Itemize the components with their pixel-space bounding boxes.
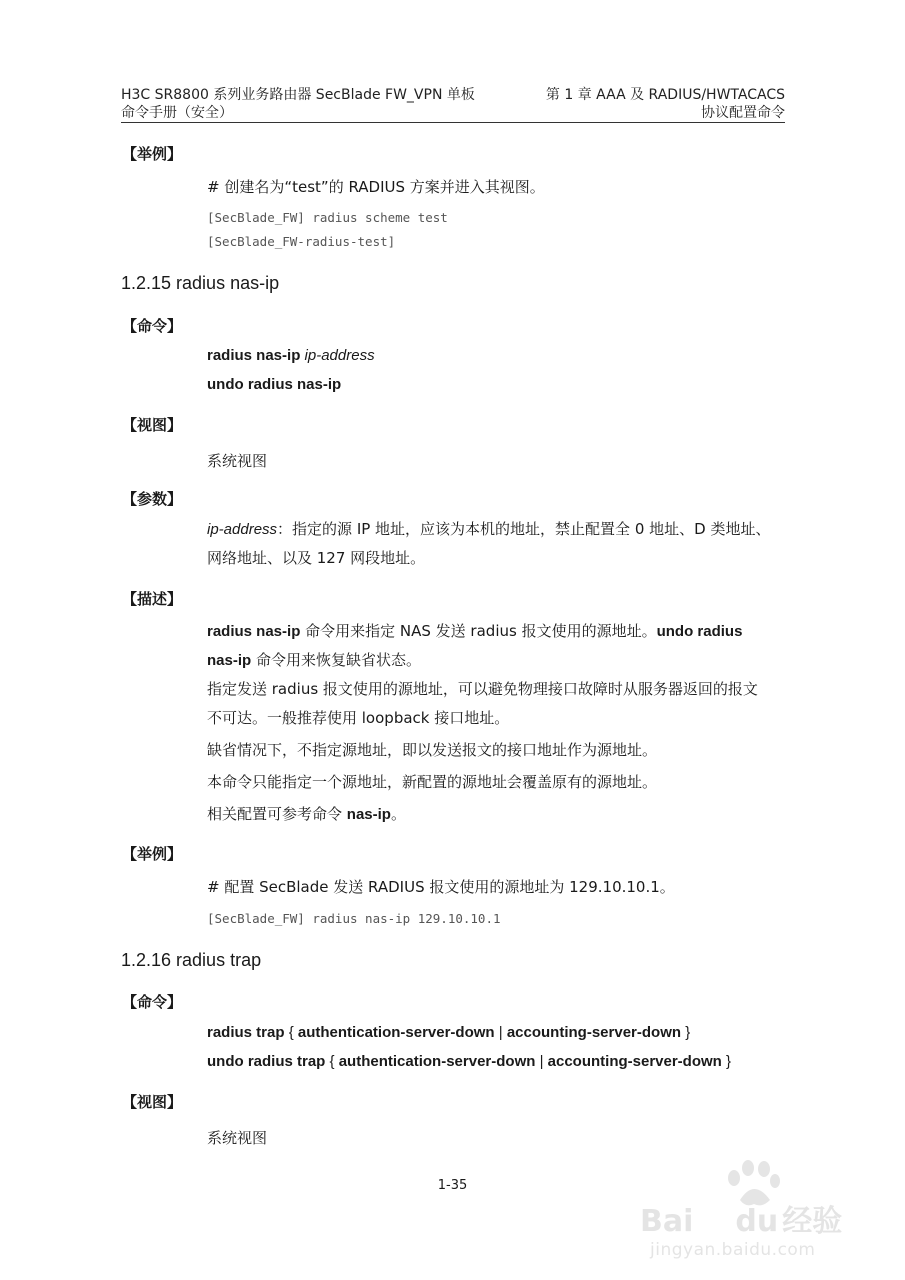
- section-title-nas-ip: 1.2.15 radius nas-ip: [121, 273, 280, 293]
- description-paragraph: [207, 617, 785, 675]
- header-doc-title: H3C SR8800 系列业务路由器 SecBlade FW_VPN 单板: [121, 87, 475, 103]
- description-paragraph: [207, 675, 785, 733]
- code-line: [SecBlade_FW-radius-test]: [207, 234, 396, 249]
- header-manual-name: 命令手册（安全）: [121, 105, 233, 121]
- header-chapter: 第 1 章 AAA 及 RADIUS/HWTACACS: [545, 87, 785, 103]
- label-example: 【举例】: [122, 145, 183, 163]
- label-view: 【视图】: [122, 1093, 183, 1111]
- watermark-logo: [640, 1196, 842, 1240]
- description-paragraph: 缺省情况下，不指定源地址，即以发送报文的接口地址作为源地址。: [207, 741, 658, 759]
- label-example: 【举例】: [122, 845, 183, 863]
- command-separator: |: [535, 1053, 548, 1070]
- command-keyword: authentication-server-down: [338, 1053, 536, 1070]
- inline-command: undo radius: [656, 623, 743, 640]
- view-text: 系统视图: [207, 1129, 268, 1147]
- inline-command: nas-ip: [346, 806, 391, 823]
- command-keyword: accounting-server-down: [506, 1024, 682, 1041]
- description-text: 不可达。一般推荐使用 loopback 接口地址。: [207, 709, 510, 727]
- description-text: 指定发送 radius 报文使用的源地址，可以避免物理接口故障时从服务器返回的报文: [207, 680, 758, 698]
- watermark: [640, 1160, 860, 1270]
- command-brace: }: [681, 1024, 691, 1041]
- description-text: 。: [390, 805, 406, 823]
- command-syntax-undo: [207, 1053, 731, 1070]
- command-syntax: [207, 1024, 690, 1041]
- label-parameters: 【参数】: [122, 490, 183, 508]
- command-keyword: undo radius nas-ip: [207, 376, 342, 393]
- example-desc-name: test: [292, 178, 321, 196]
- description-text: 命令用来恢复缺省状态。: [251, 651, 421, 669]
- label-command: 【命令】: [122, 993, 183, 1011]
- inline-command: nas-ip: [207, 652, 252, 669]
- parameter-description: [207, 515, 785, 573]
- command-keyword: radius nas-ip: [207, 347, 301, 364]
- view-text: 系统视图: [207, 452, 268, 470]
- header-chapter-sub: 协议配置命令: [701, 105, 785, 121]
- command-argument: ip-address: [304, 347, 375, 364]
- parameter-name: ip-address: [207, 521, 278, 538]
- inline-command: radius nas-ip: [207, 623, 301, 640]
- example-description: [207, 176, 545, 197]
- example-desc-suffix: ”的 RADIUS 方案并进入其视图。: [320, 178, 545, 196]
- command-separator: |: [494, 1024, 507, 1041]
- example-description: # 配置 SecBlade 发送 RADIUS 报文使用的源地址为 129.10.10.1。: [207, 878, 675, 896]
- command-brace: }: [721, 1053, 732, 1070]
- command-keyword: authentication-server-down: [297, 1024, 495, 1041]
- command-brace: {: [325, 1053, 339, 1070]
- command-keyword: accounting-server-down: [547, 1053, 722, 1070]
- description-text: 命令用来指定 NAS 发送 radius 报文使用的源地址。: [300, 622, 657, 640]
- command-syntax-undo: [207, 376, 341, 393]
- label-description: 【描述】: [122, 590, 183, 608]
- code-line: [SecBlade_FW] radius scheme test: [207, 210, 448, 225]
- description-text: 相关配置可参考命令: [207, 805, 347, 823]
- section-title-trap: 1.2.16 radius trap: [121, 950, 262, 970]
- command-syntax: [207, 347, 375, 364]
- label-view: 【视图】: [122, 416, 183, 434]
- command-keyword: radius trap: [207, 1024, 285, 1041]
- command-brace: {: [284, 1024, 298, 1041]
- command-keyword: undo radius trap: [207, 1053, 326, 1070]
- watermark-logo-cn: 经验: [782, 1204, 843, 1239]
- parameter-text: ：指定的源 IP 地址，应该为本机的地址，禁止配置全 0 地址、D 类地址、: [277, 520, 771, 538]
- description-paragraph: 本命令只能指定一个源地址，新配置的源地址会覆盖原有的源地址。: [207, 773, 658, 791]
- label-command: 【命令】: [122, 317, 183, 335]
- parameter-text: 网络地址、以及 127 网段地址。: [207, 549, 426, 567]
- example-desc-prefix: # 创建名为“: [207, 178, 293, 196]
- code-line: [SecBlade_FW] radius nas-ip 129.10.10.1: [207, 911, 501, 926]
- page-number: 1-35: [437, 1178, 468, 1193]
- header-divider: [121, 122, 785, 123]
- description-paragraph: [207, 800, 785, 829]
- watermark-logo-text: du: [735, 1204, 779, 1239]
- watermark-logo-text: Bai: [640, 1204, 694, 1239]
- watermark-url: jingyan.baidu.com: [650, 1240, 816, 1260]
